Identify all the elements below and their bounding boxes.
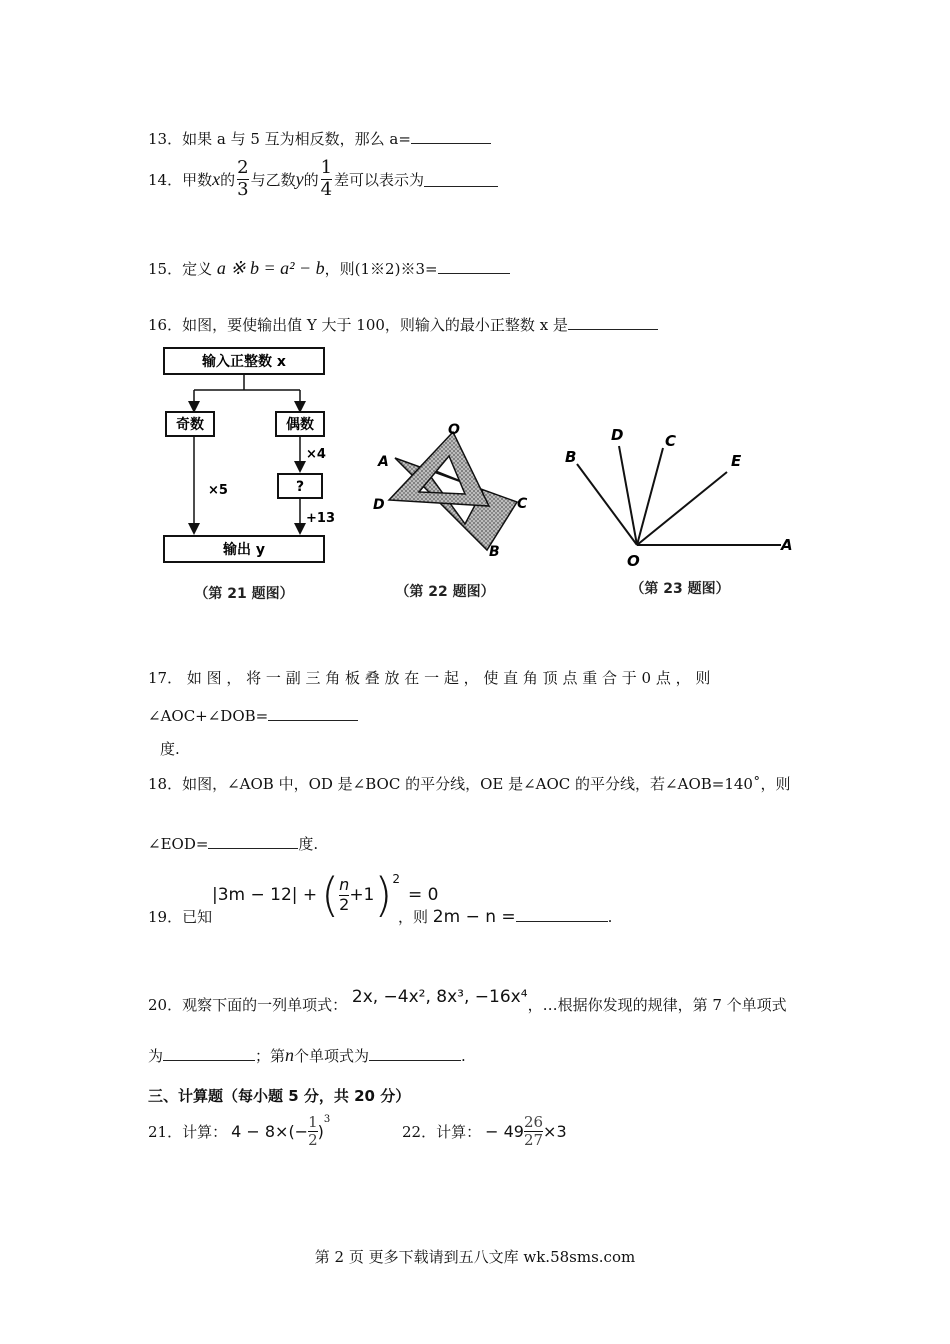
- q20-answer-blank-nth[interactable]: [369, 1046, 461, 1061]
- q22-expr-a: − 49: [485, 1122, 524, 1142]
- q19-end: .: [607, 908, 613, 926]
- q14-fraction-2: [321, 158, 332, 200]
- q14-frac2-num: 1: [320, 157, 333, 178]
- question-20-line1: [148, 987, 787, 1015]
- q21-prefix: 21．计算：: [148, 1123, 228, 1142]
- q19-condition-right: = 0: [407, 885, 439, 905]
- figure-21-flowchart: [150, 338, 350, 608]
- q14-mid: 与乙数: [250, 170, 296, 189]
- question-18-line1: 18．如图，∠AOB 中，OD 是∠BOC 的平分线，OE 是∠AOC 的平分线，若∠AOB=140˚，则: [148, 775, 791, 793]
- q20-var-n: n: [285, 1045, 295, 1065]
- q15-answer-blank[interactable]: [438, 259, 510, 274]
- q20-answer-blank-7th[interactable]: [163, 1046, 255, 1061]
- fig23-label-c: C: [665, 432, 677, 450]
- q21-exponent: 3: [323, 1114, 331, 1125]
- fig23-ray-oc: [637, 448, 663, 545]
- q20-line2-end: .: [461, 1047, 466, 1065]
- q15-prefix: 15．定义: [148, 260, 213, 278]
- fig21-even-label: 偶数: [286, 417, 314, 433]
- q19-mid: ，则: [398, 908, 429, 926]
- q20-line2-b: ；第: [255, 1047, 286, 1065]
- fig23-label-b: B: [565, 448, 577, 466]
- fig21-times4: ×4: [306, 447, 326, 462]
- q21-expr-b: ): [317, 1122, 324, 1142]
- q21-fraction: [308, 1114, 318, 1150]
- fig23-label-a: A: [781, 536, 793, 554]
- q21-frac-den: 2: [308, 1131, 318, 1150]
- fig23-label-d: D: [611, 426, 624, 444]
- q21-frac-num: 1: [308, 1113, 318, 1131]
- q14-var-x: x: [212, 168, 221, 189]
- q22-frac-den: 27: [523, 1131, 544, 1150]
- question-13: [148, 128, 491, 149]
- fig21-plus13: +13: [306, 511, 335, 526]
- q20-sequence: 2x, −4x², 8x³, −16x⁴: [351, 987, 528, 1007]
- q14-prefix: 14．甲数: [148, 170, 213, 189]
- question-22: [402, 1114, 567, 1150]
- q19-condition-left: |3m − 12| +: [212, 885, 318, 905]
- fig21-output-label: 输出 y: [223, 542, 265, 558]
- q20-line2-c: 个单项式为: [294, 1047, 370, 1065]
- q16-text: 16．如图，要使输出值 Y 大于 100，则输入的最小正整数 x 是: [148, 316, 568, 334]
- section-3-title: 三、计算题（每小题 5 分，共 20 分）: [148, 1087, 411, 1105]
- fig23-label-e: E: [731, 452, 742, 470]
- fig23-ray-od: [619, 446, 637, 545]
- question-17-line3: 度.: [160, 740, 180, 758]
- q22-expr-b: ×3: [543, 1122, 567, 1142]
- question-15: [148, 258, 510, 279]
- q18-line2-suffix: 度.: [298, 835, 319, 853]
- q15-suffix: ，则(1※2)※3=: [324, 260, 438, 278]
- question-17-line2: [148, 706, 358, 725]
- q14-de2: 的: [303, 170, 319, 189]
- question-16: [148, 314, 658, 335]
- figure-23-rays: [555, 420, 805, 610]
- question-18-line2: [148, 833, 318, 854]
- fig23-ray-oe: [637, 472, 727, 545]
- fig22-triangle-2: [389, 432, 489, 506]
- q20-prefix: 20．观察下面的一列单项式：: [148, 996, 348, 1014]
- q20-suffix: ，…根据你发现的规律，第 7 个单项式: [527, 996, 787, 1014]
- q14-var-y: y: [295, 168, 304, 189]
- q19-fraction: [339, 876, 349, 914]
- fig23-ray-ob: [577, 464, 637, 545]
- question-17-line1: 17． 如 图 ， 将 一 副 三 角 板 叠 放 在 一 起 ， 使 直 角 顶 点 重 合 于 0 点 ， 则: [148, 669, 711, 687]
- q19-frac-num: n: [339, 875, 350, 895]
- q15-expr: a ※ b = a² − b: [216, 258, 325, 278]
- q17-line2-text: ∠AOC+∠DOB=: [148, 707, 269, 725]
- q14-frac2-den: 4: [320, 178, 333, 200]
- question-19-prefix: 19．已知: [148, 908, 213, 926]
- q14-suffix: 差可以表示为: [334, 170, 425, 189]
- fig23-label-o: O: [627, 552, 640, 570]
- page-footer: 第 2 页 更多下载请到五八文库 wk.58sms.com: [314, 1248, 636, 1266]
- question-21: [148, 1114, 330, 1150]
- fig22-label-d: D: [373, 497, 385, 513]
- fig22-label-c: C: [517, 496, 528, 512]
- question-20-line2: [148, 1045, 466, 1066]
- question-14: [148, 158, 498, 200]
- q18-answer-blank[interactable]: [208, 834, 298, 849]
- fig21-input-label: 输入正整数 x: [202, 354, 286, 370]
- q19-ask-expr: 2m − n =: [432, 907, 516, 927]
- q20-line2-a: 为: [148, 1047, 164, 1065]
- q14-frac1-num: 2: [237, 157, 249, 178]
- q14-answer-blank[interactable]: [424, 172, 498, 187]
- figure-22-triangles: [365, 418, 545, 608]
- q14-fraction-1: [237, 158, 248, 200]
- q13-text: 13．如果 a 与 5 互为相反数，那么 a=: [148, 130, 411, 148]
- fig21-question: ?: [295, 479, 305, 495]
- q14-frac1-den: 3: [237, 178, 249, 200]
- q19-condition: |3m − 12| + ( $\frac{n}{2}$ +1 ) $^2$ = 0: [212, 868, 439, 922]
- q16-answer-blank[interactable]: [568, 315, 658, 330]
- q19-condition-tail: +1: [349, 885, 375, 905]
- q21-expr-a: 4 − 8×(−: [231, 1122, 309, 1142]
- fig22-caption: （第 22 题图）: [395, 584, 495, 600]
- q22-prefix: 22．计算：: [402, 1123, 482, 1142]
- q19-frac-den: 2: [339, 894, 350, 914]
- q19-exponent: 2: [392, 872, 400, 886]
- fig21-caption: （第 21 题图）: [194, 586, 294, 602]
- fig21-odd-label: 奇数: [176, 417, 204, 433]
- q18-line2-prefix: ∠EOD=: [148, 835, 209, 853]
- q22-frac-num: 26: [523, 1113, 544, 1131]
- fig21-times5: ×5: [208, 483, 228, 498]
- fig22-label-b: B: [489, 544, 500, 560]
- q22-fraction: [524, 1114, 543, 1150]
- fig22-label-o: O: [448, 422, 460, 438]
- fig23-caption: （第 23 题图）: [630, 581, 730, 597]
- q19-answer-blank[interactable]: [516, 907, 608, 922]
- question-19-ask: [398, 906, 612, 927]
- q17-answer-blank[interactable]: [268, 706, 358, 721]
- q13-answer-blank[interactable]: [411, 129, 491, 144]
- fig22-label-a: A: [378, 454, 389, 470]
- q14-de1: 的: [220, 170, 236, 189]
